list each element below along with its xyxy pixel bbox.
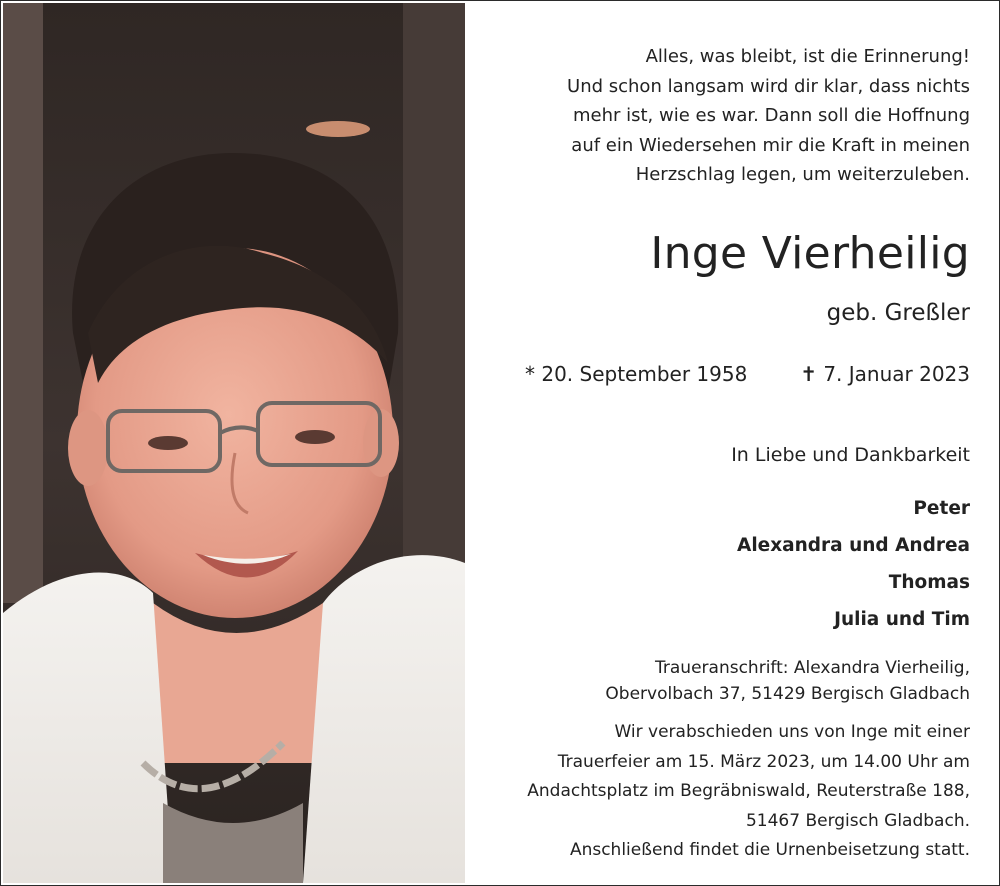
notice-text-panel <box>470 0 970 886</box>
ceremony-line: 51467 Bergisch Gladbach. <box>745 810 970 831</box>
mourner-name: Julia und Tim <box>834 609 970 630</box>
memorial-poem <box>567 42 970 190</box>
poem-line: Und schon langsam wird dir klar, dass nichts <box>567 75 970 97</box>
dedication-line: In Liebe und Dankbarkeit <box>731 444 970 466</box>
birth-name: geb. Greßler <box>826 300 970 326</box>
mourners-list <box>737 490 970 638</box>
address-line: Traueranschrift: Alexandra Vierheilig, <box>655 658 970 678</box>
address-line: Obervolbach 37, 51429 Bergisch Gladbach <box>605 684 970 704</box>
birth-date: * 20. September 1958 <box>525 362 748 386</box>
mourning-address <box>605 655 970 707</box>
poem-line: auf ein Wiedersehen mir die Kraft in meinen <box>571 134 970 156</box>
ceremony-line: Andachtsplatz im Begräbniswald, Reuterstraße 188, <box>527 781 970 801</box>
deceased-name: Inge Vierheilig <box>650 228 970 279</box>
ceremony-info <box>527 718 970 866</box>
poem-line: mehr ist, wie es war. Dann soll die Hoffnung <box>572 105 970 126</box>
ceremony-line: Trauerfeier am 15. März 2023, um 14.00 Uhr am <box>557 751 970 772</box>
mourner-name: Peter <box>913 498 970 519</box>
death-date: ✝ 7. Januar 2023 <box>800 362 970 386</box>
mourner-name: Thomas <box>888 572 970 593</box>
ceremony-line: Wir verabschieden uns von Inge mit einer <box>614 722 970 742</box>
poem-line: Alles, was bleibt, ist die Erinnerung! <box>645 46 970 67</box>
ceremony-line: Anschließend findet die Urnenbeisetzung statt. <box>569 840 970 860</box>
mourner-name: Alexandra und Andrea <box>737 535 970 556</box>
poem-line: Herzschlag legen, um weiterzuleben. <box>635 164 970 185</box>
portrait-photo <box>3 3 465 883</box>
